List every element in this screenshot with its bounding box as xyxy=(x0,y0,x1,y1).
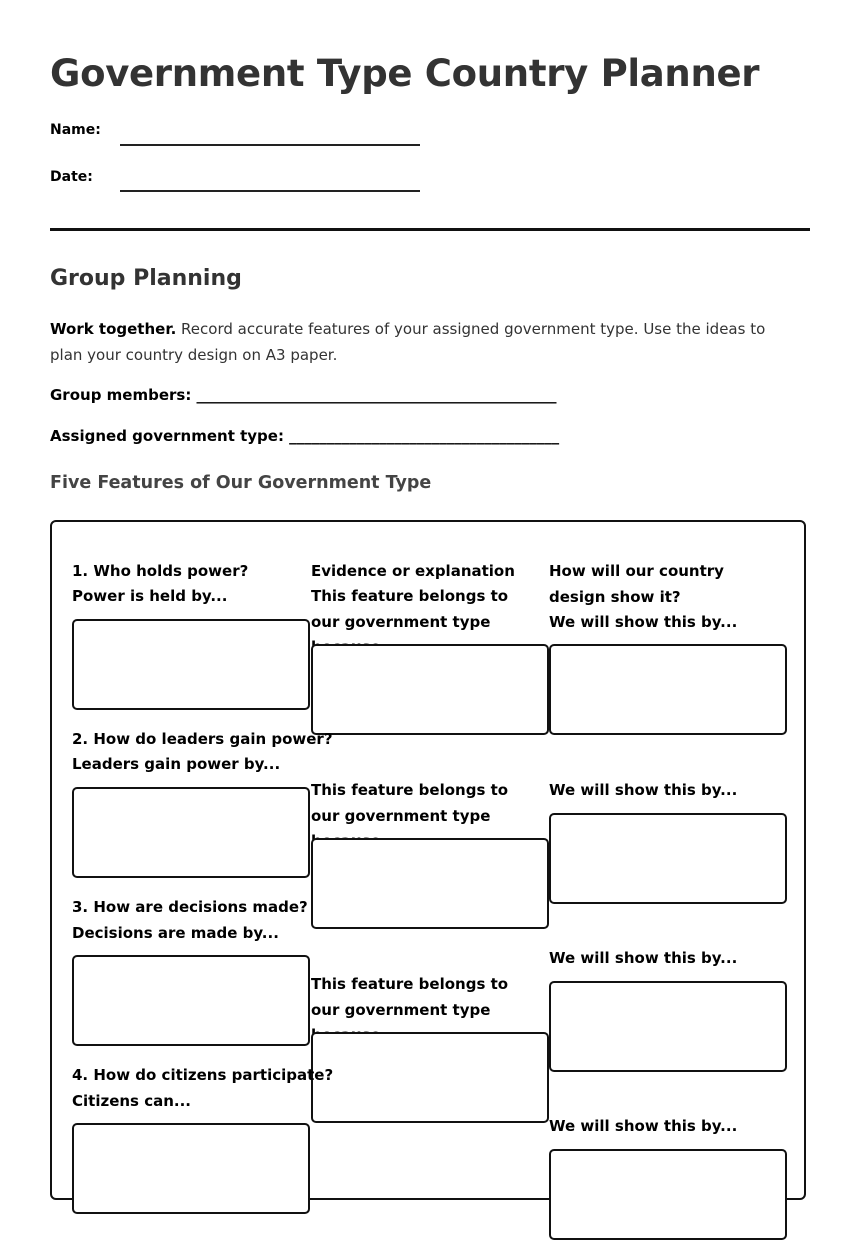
feature-1-evidence-box[interactable] xyxy=(311,644,549,735)
features-heading: Five Features of Our Government Type xyxy=(50,473,432,493)
feature-1-answer-box[interactable] xyxy=(72,619,310,710)
date-label: Date: xyxy=(50,169,93,185)
instructions-lead: Work together. xyxy=(50,320,177,338)
feature-3-answer-box[interactable] xyxy=(72,955,310,1046)
feature-1-design-prompt: We will show this by... xyxy=(549,613,738,631)
feature-1-prompt: Power is held by... xyxy=(72,587,228,605)
feature-2-evidence-prompt: This feature belongs to our government type xyxy=(311,781,509,825)
feature-2-design-box[interactable] xyxy=(549,813,787,904)
feature-2-prompt: Leaders gain power by... xyxy=(72,755,281,773)
feature-2-question: 2. How do leaders gain power? xyxy=(72,730,333,748)
feature-3-question: 3. How are decisions made? xyxy=(72,898,308,916)
feature-1-design-box[interactable] xyxy=(549,644,787,735)
government-type-field[interactable]: Assigned government type: ____________________________________ xyxy=(50,427,560,445)
feature-4-answer-box[interactable] xyxy=(72,1123,310,1214)
instructions xyxy=(50,316,800,368)
feature-3-prompt: Decisions are made by... xyxy=(72,924,279,942)
feature-2-answer-box[interactable] xyxy=(72,787,310,878)
features-panel xyxy=(50,520,806,1200)
instructions-text: Record accurate features of your assigned government type. Use the ideas to plan your country design on A3 paper. xyxy=(50,320,766,364)
name-field[interactable] xyxy=(120,144,420,146)
feature-3-evidence-box[interactable] xyxy=(311,1032,549,1123)
section-heading: Group Planning xyxy=(50,266,242,291)
name-label: Name: xyxy=(50,122,101,138)
feature-3-design-box[interactable] xyxy=(549,981,787,1072)
feature-2-evidence-box[interactable] xyxy=(311,838,549,929)
feature-4-design-box[interactable] xyxy=(549,1149,787,1240)
feature-4-design-prompt: We will show this by... xyxy=(549,1117,738,1135)
feature-2-design-prompt: We will show this by... xyxy=(549,781,738,799)
section-divider xyxy=(50,228,810,231)
group-members-field[interactable]: Group members: ________________________________________________ xyxy=(50,386,557,404)
feature-1-evidence-heading: Evidence or explanation xyxy=(311,562,515,580)
feature-3-evidence-prompt: This feature belongs to our government type xyxy=(311,975,509,1019)
feature-4-prompt: Citizens can... xyxy=(72,1092,191,1110)
feature-1-evidence-prompt: This feature belongs to our government type xyxy=(311,587,509,631)
feature-1-design-heading: How will our country design show it? xyxy=(549,562,724,606)
page-title: Government Type Country Planner xyxy=(50,52,760,95)
date-field[interactable] xyxy=(120,190,420,192)
feature-3-design-prompt: We will show this by... xyxy=(549,949,738,967)
feature-4-question: 4. How do citizens participate? xyxy=(72,1066,334,1084)
feature-1-question: 1. Who holds power? xyxy=(72,562,249,580)
